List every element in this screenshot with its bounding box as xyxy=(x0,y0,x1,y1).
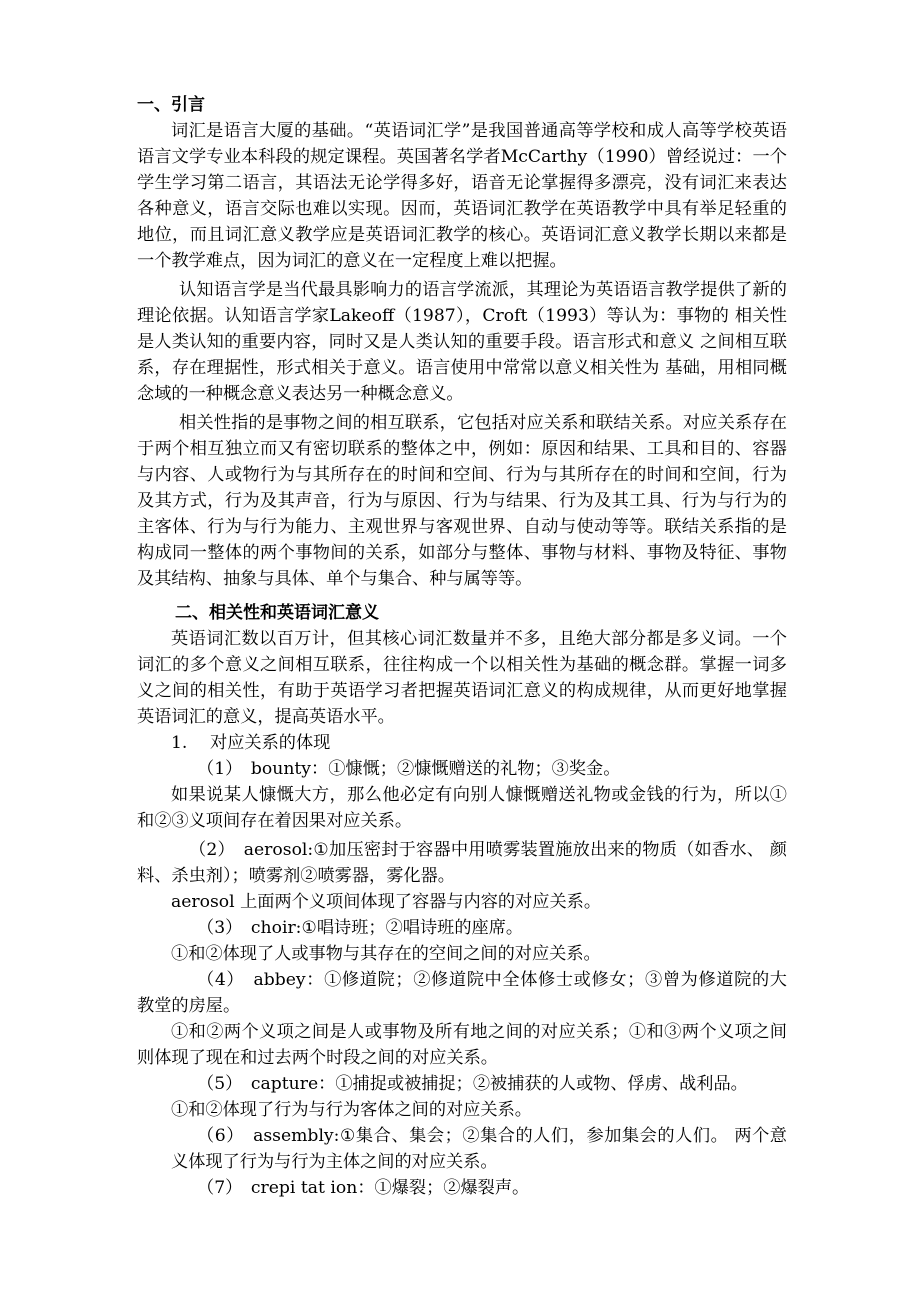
example-7: （7） crepi tat ion：①爆裂；②爆裂声。 xyxy=(197,1178,530,1198)
example-2: （2） aerosol:①加压密封于容器中用喷雾装置施放出来的物质（如香水、 颜料、杀虫剂）；喷雾剂②喷雾器，雾化器。 xyxy=(137,840,787,886)
example-1: （1） bounty：①慷慨；②慷慨赠送的礼物；③奖金。 xyxy=(197,759,621,779)
example-1-note: 如果说某人慷慨大方，那么他必定有向别人慷慨赠送礼物或金钱的行为，所以①和②③义项间存在着因果对应关系。 xyxy=(137,785,787,831)
section-1-paragraph-3: 相关性指的是事物之间的相互联系，它包括对应关系和联结关系。对应关系存在于两个相互独立而又有密切联系的整体之中，例如：原因和结果、工具和目的、容器与内容、人或物行为与其所存在的时间和空间、行为与其所存在的时间和空间，行为及其方式，行为及其声音，行为与原因、行为与结果、行为及其工具、行为与行为的主客体、行为与行为能力、主观世界与客观世界、自动与使动等等。联结关系指的是构成同一整体的两个事物间的关系，如部分与整体、事物与材料、事物及特征、事物及其结构、抽象与具体、单个与集合、种与属等等。 xyxy=(137,413,787,589)
example-2-note: aerosol 上面两个义项间体现了容器与内容的对应关系。 xyxy=(171,892,602,912)
document-page xyxy=(137,92,787,1201)
example-5-note: ①和②体现了行为与行为客体之间的对应关系。 xyxy=(171,1100,532,1120)
section-2-heading: 二、相关性和英语词汇意义 xyxy=(175,603,379,623)
example-4-note: ①和②两个义项之间是人或事物及所有地之间的对应关系；①和③两个义项之间则体现了现在和过去两个时段之间的对应关系。 xyxy=(137,1022,787,1068)
section-1-paragraph-2: 认知语言学是当代最具影响力的语言学流派，其理论为英语语言教学提供了新的理论依据。认知语言学家Lakeoff（1987），Croft（1993）等认为：事物的 相关性是人类认知的重要内容，同时又是人类认知的重要手段。语言形式和意义 之间相互联系，存在理据性，形式相关于意义。语言使用中常常以意义相关性为 基础，用相同概念域的一种概念意义表达另一种概念意义。 xyxy=(137,280,787,404)
example-3: （3） choir:①唱诗班；②唱诗班的座席。 xyxy=(197,918,524,938)
section-1-paragraph-1: 词汇是语言大厦的基础。“英语词汇学”是我国普通高等学校和成人高等学校英语语言文学专业本科段的规定课程。英国著名学者McCarthy（1990）曾经说过：一个学生学习第二语言，其语法无论学得多好，语音无论掌握得多漂亮，没有词汇来表达各种意义，语言交际也难以实现。因而，英语词汇教学在英语教学中具有举足轻重的地位，而且词汇意义教学应是英语词汇教学的核心。英语词汇意义教学长期以来都是一个教学难点，因为词汇的意义在一定程度上难以把握。 xyxy=(137,121,787,271)
section-2-paragraph-1: 英语词汇数以百万计，但其核心词汇数量并不多，且绝大部分都是多义词。一个词汇的多个意义之间相互联系，往往构成一个以相关性为基础的概念群。掌握一词多义之间的相关性，有助于英语学习者把握英语词汇意义的构成规律，从而更好地掌握英语词汇的意义，提高英语水平。 xyxy=(137,629,787,727)
example-5: （5） capture：①捕捉或被捕捉；②被捕获的人或物、俘虏、战利品。 xyxy=(197,1074,748,1094)
example-3-note: ①和②体现了人或事物与其存在的空间之间的对应关系。 xyxy=(171,944,601,964)
example-6: （6） assembly:①集合、集会；②集合的人们，参加集会的人们。 两个意义体现了行为与行为主体之间的对应关系。 xyxy=(171,1126,787,1172)
example-4: （4） abbey：①修道院；②修道院中全体修士或修女；③曾为修道院的大 教堂的房屋。 xyxy=(137,970,787,1016)
section-1-heading: 一、引言 xyxy=(137,95,205,115)
subsection-1-heading: 1. 对应关系的体现 xyxy=(171,733,331,753)
